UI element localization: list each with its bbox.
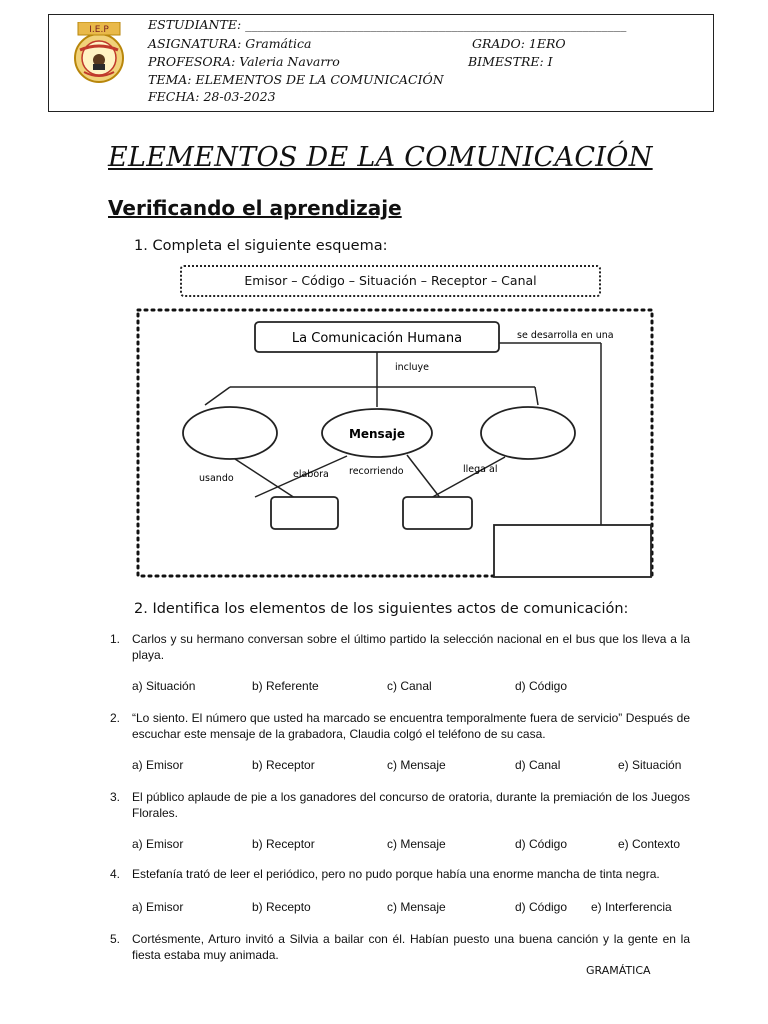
answer-box-code[interactable] [271,497,338,529]
top-box-label: La Comunicación Humana [291,331,463,346]
answer-box-situation[interactable] [494,525,651,577]
question-1-heading: 1. Completa el siguiente esquema: [134,238,388,254]
exercise-text: “Lo siento. El número que usted ha marcado se encuentra temporalmente fuera de servicio” Después de escuchar este mensaje de la grabadora, Claudia colgó el teléfono de su casa. [132,711,690,741]
exercise-text: Estefanía trató de leer el periódico, pero no pudo porque había una enorme mancha de tinta negra. [132,867,660,881]
answer-box-channel[interactable] [403,497,472,529]
exercise-3 [110,789,690,821]
student-line: ESTUDIANTE: _____________________________________________________________ [148,17,627,32]
option-4d[interactable]: d) Código [515,900,568,914]
logo-text: I.E.P [89,25,109,35]
exercise-number: 3. [110,790,121,804]
exercise-text: Cortésmente, Arturo invitó a Silvia a bailar con él. Habían puesto una buena canción y la gente en la fiesta estaba muy animada. [132,932,690,962]
section-subtitle: Verificando el aprendizaje [108,196,402,220]
using-label: usando [199,473,234,484]
word-bank: Emisor – Código – Situación – Receptor – Canal [180,265,601,297]
option-2e[interactable]: e) Situación [618,758,682,772]
develops-label: se desarrolla en una [517,330,614,341]
reaches-label: llega al [463,464,498,475]
exercise-text: El público aplaude de pie a los ganadores del concurso de oratoria, durante la premiación de los Juegos Florales. [132,790,690,820]
concept-diagram [135,307,655,579]
exercise-number: 5. [110,932,121,946]
exercise-number: 4. [110,867,121,881]
option-1b[interactable]: b) Referente [252,679,319,693]
message-label: Mensaje [348,427,406,441]
option-4b[interactable]: b) Recepto [252,900,311,914]
option-2b[interactable]: b) Receptor [252,758,315,772]
option-1d[interactable]: d) Código [515,679,568,693]
footer-label: GRAMÁTICA [586,964,651,977]
option-1c[interactable]: c) Canal [387,679,432,693]
exercise-5 [110,931,690,963]
topic-line: TEMA: ELEMENTOS DE LA COMUNICACIÓN [148,72,444,87]
question-2-heading: 2. Identifica los elementos de los siguientes actos de comunicación: [134,601,629,617]
subject-line: ASIGNATURA: Gramática [148,36,312,51]
option-4c[interactable]: c) Mensaje [387,900,446,914]
option-2a[interactable]: a) Emisor [132,758,184,772]
option-1a[interactable]: a) Situación [132,679,196,693]
option-3d[interactable]: d) Código [515,837,568,851]
option-4e[interactable]: e) Interferencia [591,900,672,914]
option-3b[interactable]: b) Receptor [252,837,315,851]
grade-line: GRADO: 1ERO [472,36,566,51]
answer-ellipse-right[interactable] [481,407,575,459]
includes-label: incluye [395,362,430,373]
option-2d[interactable]: d) Canal [515,758,561,772]
exercise-number: 2. [110,711,121,725]
option-3a[interactable]: a) Emisor [132,837,184,851]
exercise-2 [110,710,690,742]
travels-label: recorriendo [349,466,404,477]
option-4a[interactable]: a) Emisor [132,900,184,914]
elaborates-label: elabora [293,469,329,480]
page-title: ELEMENTOS DE LA COMUNICACIÓN [108,142,653,173]
exercise-number: 1. [110,632,121,646]
school-logo-icon [66,22,132,88]
option-3c[interactable]: c) Mensaje [387,837,446,851]
exercise-4 [110,866,690,882]
option-2c[interactable]: c) Mensaje [387,758,446,772]
term-line: BIMESTRE: I [468,54,553,69]
exercise-text: Carlos y su hermano conversan sobre el último partido la selección nacional en el bus que los lleva a la playa. [132,632,690,662]
teacher-line: PROFESORA: Valeria Navarro [148,54,340,69]
exercise-1 [110,631,690,663]
date-line: FECHA: 28-03-2023 [148,89,276,104]
answer-ellipse-left[interactable] [183,407,277,459]
option-3e[interactable]: e) Contexto [618,837,681,851]
